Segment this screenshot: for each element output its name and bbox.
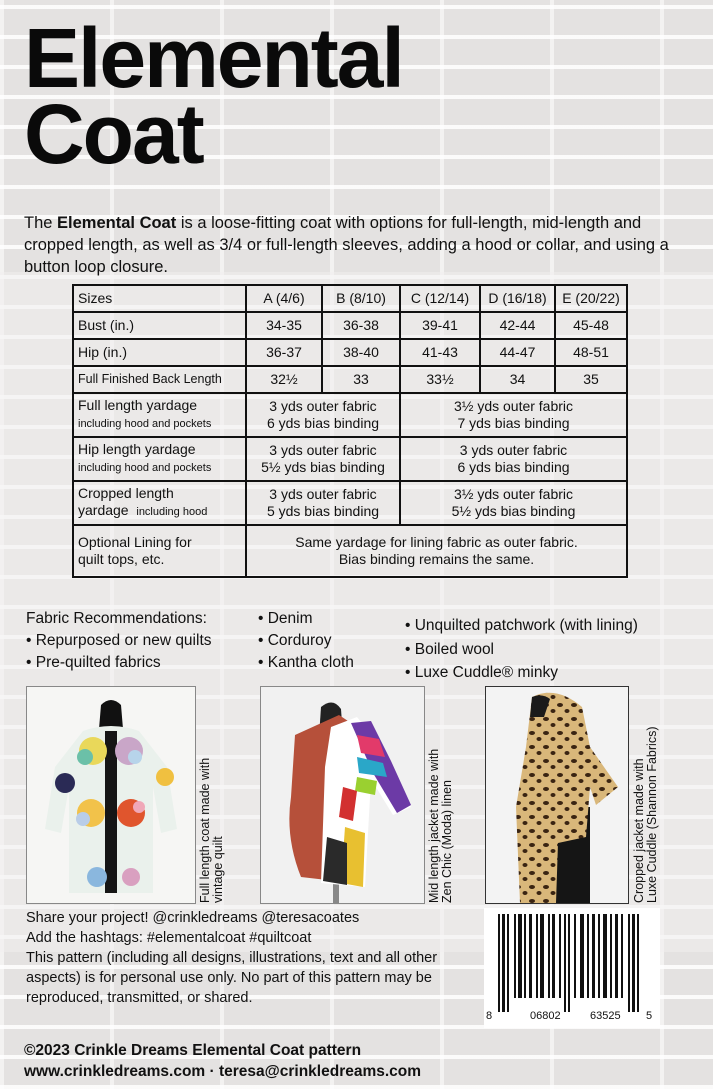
- table-row-hip-length: Hip length yardage including hood and pockets 3 yds outer fabric 5½ yds bias binding 3 yds outer fabric 6 yds bias binding: [73, 437, 627, 481]
- photo-full-length-coat: [26, 686, 196, 904]
- barcode-digit-left: 8: [486, 1010, 493, 1022]
- quilt-coat-illustration: [27, 687, 195, 903]
- barcode-digits-group1: 06802: [530, 1010, 561, 1022]
- list-item: • Kantha cloth: [258, 654, 354, 671]
- recommendations-heading: Fabric Recommendations:: [26, 610, 207, 627]
- table-row: Bust (in.) 34-35 36-38 39-41 42-44 45-48: [73, 312, 627, 339]
- list-item: • Luxe Cuddle® minky: [405, 664, 558, 681]
- table-row: Hip (in.) 36-37 38-40 41-43 44-47 48-51: [73, 339, 627, 366]
- size-chart-table: [72, 284, 628, 578]
- table-row-full-length: Full length yardage including hood and pockets 3 yds outer fabric 6 yds bias binding 3½ yds outer fabric 7 yds bias binding: [73, 393, 627, 437]
- list-item: • Corduroy: [258, 632, 332, 649]
- fabric-recommendations-col1: [26, 608, 212, 674]
- footer-copyright: ©2023 Crinkle Dreams Elemental Coat pattern: [24, 1042, 362, 1059]
- share-social-handles: Share your project! @crinkledreams @teresacoates: [26, 910, 360, 926]
- table-row: Full Finished Back Length 32½ 33 33½ 34 35: [73, 366, 627, 393]
- barcode-digits-group2: 63525: [590, 1010, 621, 1022]
- leopard-jacket-illustration: [486, 687, 628, 903]
- fabric-recommendations-col2: [258, 608, 354, 674]
- share-section: [26, 908, 446, 1008]
- striped-jacket-illustration: [261, 687, 424, 903]
- photo-mid-length-jacket: [260, 686, 425, 904]
- table-header-row: Sizes A (4/6) B (8/10) C (12/14) D (16/18) E (20/22): [73, 285, 627, 312]
- list-item: • Pre-quilted fabrics: [26, 654, 161, 671]
- barcode-digit-right: 5: [646, 1010, 653, 1022]
- upc-barcode: [484, 908, 660, 1028]
- page-title: Elemental Coat: [24, 11, 403, 181]
- barcode-icon: [484, 908, 660, 1028]
- list-item: • Boiled wool: [405, 640, 495, 658]
- footer: [24, 1040, 421, 1082]
- photo-caption-full-length: Full length coat made with vintage quilt: [198, 757, 225, 903]
- table-row-lining: Optional Lining for quilt tops, etc. Same yardage for lining fabric as outer fabric. Bias binding remains the same.: [73, 525, 627, 577]
- share-hashtags: Add the hashtags: #elementalcoat #quiltcoat: [26, 930, 312, 946]
- list-item: • Denim: [258, 610, 313, 627]
- list-item: • Repurposed or new quilts: [26, 632, 212, 649]
- fabric-recommendations-col3: [405, 614, 638, 685]
- footer-contact: www.crinkledreams.com · teresa@crinkledreams.com: [24, 1063, 422, 1080]
- photo-cropped-jacket: [485, 686, 629, 904]
- photo-caption-mid-length: Mid length jacket made with Zen Chic (Moda) linen: [427, 748, 454, 903]
- list-item: • Unquilted patchwork (with lining): [405, 617, 638, 634]
- intro-paragraph: The Elemental Coat is a loose-fitting coat with options for full-length, mid-length and cropped length, as well as 3/4 or full-length sleeves, adding a hood or collar, and using a button loop closure.: [24, 214, 669, 276]
- copyright-notice: This pattern (including all designs, illustrations, text and all other aspects) is for personal use only. No part of this pattern may be reproduced, transmitted, or shared.: [26, 950, 438, 1006]
- table-row-cropped-length: Cropped length yardage including hood 3 yds outer fabric 5 yds bias binding 3½ yds outer fabric 5½ yds bias binding: [73, 481, 627, 525]
- photo-caption-cropped: Cropped jacket made with Luxe Cuddle (Shannon Fabrics): [632, 726, 659, 903]
